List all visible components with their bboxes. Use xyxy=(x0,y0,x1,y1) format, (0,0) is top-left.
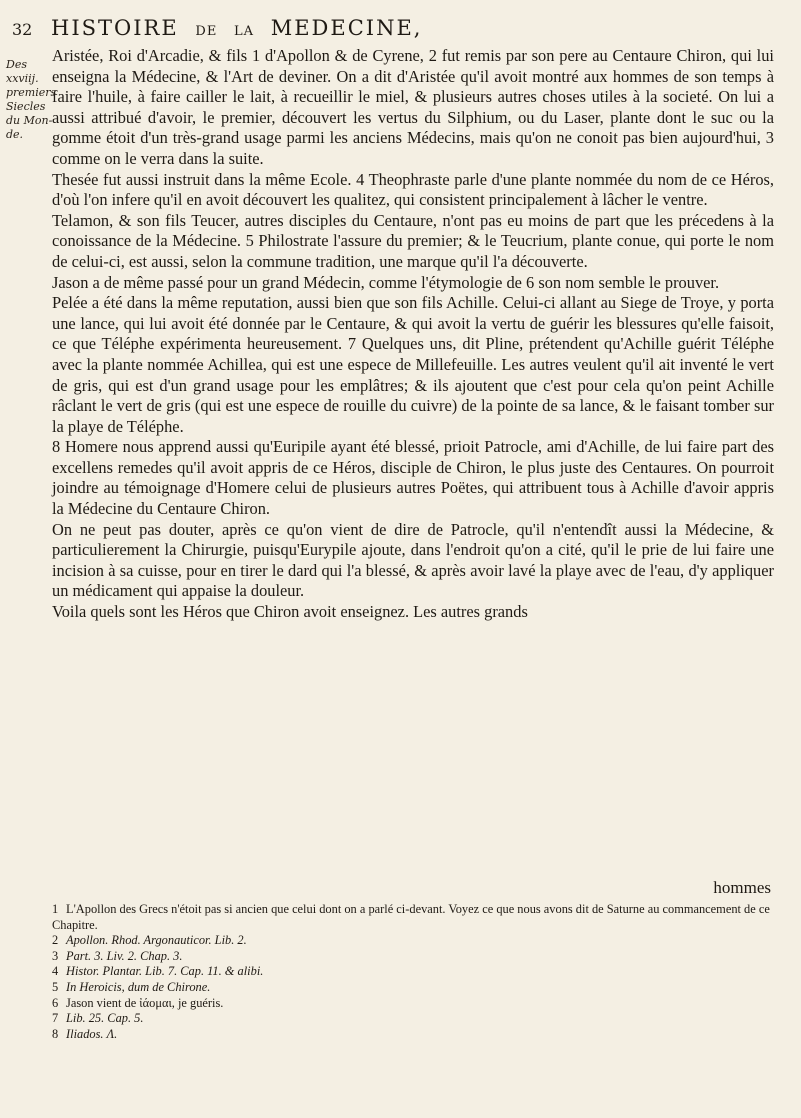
page-number: 32 xyxy=(12,20,33,39)
footnote-number: 1 xyxy=(52,902,59,916)
paragraph-telamon: Telamon, & son fils Teucer, autres disciples du Centaure, n'ont pas eu moins de part que les précedens à la conoissance de la Médecine. 5 Philostrate l'assure du premier; & le Teucrium, plante conue, qui porte le nom de celui-ci, est aussi, selon la commune tradition, une marque qu'il l'a découverte. xyxy=(52,210,774,271)
header-title-la: LA xyxy=(234,24,255,39)
margin-note-line: xxviij. xyxy=(6,72,39,85)
margin-note-line: premiers xyxy=(6,86,57,99)
footnote xyxy=(52,1011,774,1027)
footnote-text: Jason vient de ἰάομαι, je guéris. xyxy=(66,995,224,1010)
header-title-medecine: MEDECINE, xyxy=(270,16,423,40)
footnote xyxy=(52,1027,774,1043)
margin-note-line: de. xyxy=(6,128,24,141)
paragraph-voila: Voila quels sont les Héros que Chiron avoit enseignez. Les autres grands xyxy=(52,602,528,622)
footnote-number: 4 xyxy=(52,964,59,979)
paragraph-patrocle: On ne peut pas douter, après ce qu'on vient de dire de Patrocle, qu'il n'entendît aussi la Médecine, & particulierement la Chirurgie, puisqu'Eurypile ajoute, dans l'endroit qu'on a cité, qu'il le prie de lui faire une incision à sa cuisse, pour en tirer le dard qui l'a blessé, & après avoir lavé la playe avec de l'eau, d'y appliquer un médicament qui appaise la douleur. xyxy=(52,519,774,601)
footnote-text: Lib. 25. Cap. 5. xyxy=(66,1011,144,1026)
footnote xyxy=(52,964,774,980)
footnote xyxy=(52,933,774,949)
footnote xyxy=(52,980,774,996)
footnote-number: 6 xyxy=(52,995,59,1010)
main-text xyxy=(52,46,774,623)
paragraph-thesee: Thesée fut aussi instruit dans la même Ecole. 4 Theophraste parle d'une plante nommée du nom de ce Héros, d'où l'on infere qu'il en avoit découvert les qualitez, qui consistent principalement à lâcher le ventre. xyxy=(52,169,774,210)
footnote-text: In Heroicis, dum de Chirone. xyxy=(66,979,211,994)
margin-note-line: Des xyxy=(6,58,27,71)
paragraph-pelee: Pelée a été dans la même reputation, aussi bien que son fils Achille. Celui-ci allant au Siege de Troye, y porta une lance, qui lui avoit été donnée par le Centaure, & qui avoit la vertu de guérir les blessures qu'elle faisoit, ce que Téléphe expérimenta heureusement. 7 Quelques uns, dit Pline, prétendent qu'Achille guérit Téléphe avec la plante nommée Achillea, qui est une espece de Millefeuille. Les autres veulent qu'il ait inventé le vert de gris, qui est d'un grand usage pour les emplâtres; & ils ajoutent que c'est pour cela qu'on peint Achille râclant le vert de gris (qui est une espece de rouille du cuivre) de la pointe de sa lance, & le faisant tomber sur la playe de Téléphe. xyxy=(52,293,774,436)
header-title-de: DE xyxy=(195,24,218,39)
margin-note xyxy=(6,58,57,142)
footnote-number: 3 xyxy=(52,948,59,963)
footnote xyxy=(52,902,774,933)
margin-note-line: du Mon- xyxy=(6,114,53,127)
footnote-text: Part. 3. Liv. 2. Chap. 3. xyxy=(66,948,183,963)
footnote-number: 5 xyxy=(52,979,59,994)
running-header xyxy=(12,16,772,42)
footnote-text: Apollon. Rhod. Argonauticor. Lib. 2. xyxy=(66,933,247,948)
footnotes xyxy=(52,902,774,1042)
footnote xyxy=(52,949,774,965)
footnote-text: Histor. Plantar. Lib. 7. Cap. 11. & alibi. xyxy=(66,964,264,979)
margin-note-line: Siecles xyxy=(6,100,46,113)
header-title-histoire: HISTOIRE xyxy=(51,16,179,40)
footnote-number: 8 xyxy=(52,1026,59,1041)
paragraph-aristee: Aristée, Roi d'Arcadie, & fils 1 d'Apollon & de Cyrene, 2 fut remis par son pere au Centaure Chiron, qui lui enseigna la Médecine, & l'Art de deviner. On a dit d'Aristée qu'il avoit montré aux hommes de son temps à faire l'huile, à faire cailler le lait, à recueillir le miel, & plusieurs autres choses utiles à la societé. On lui a aussi attribué d'avoir, le premier, découvert les vertus du Silphium, ou du Laser, plante dont le suc ou la gomme étoit d'un très-grand usage parmi les anciens Médecins, mais qu'on ne conoit pas bien aujourd'hui, 3 comme on le verra dans la suite. xyxy=(52,46,774,168)
footnote-number: 7 xyxy=(52,1011,59,1026)
paragraph-homere: 8 Homere nous apprend aussi qu'Euripile ayant été blessé, prioit Patrocle, ami d'Achille, de lui faire part des excellens remedes qu'il avoit appris de ce Héros, disciple de Chiron, le plus juste des Centaures. On pourroit joindre au témoignage d'Homere celui de plusieurs autres Poëtes, qui attribuent tous à Achille d'avoir appris la Médecine du Centaure Chiron. xyxy=(52,437,774,519)
footnote-number: 2 xyxy=(52,933,59,948)
catchword: hommes xyxy=(713,878,771,897)
footnote xyxy=(52,996,774,1012)
footnote-text: L'Apollon des Grecs n'étoit pas si ancien que celui dont on a parlé ci-devant. Voyez ce que nous avons dit de Saturne au commancement de ce Chapitre. xyxy=(52,902,770,932)
paragraph-jason: Jason a de même passé pour un grand Médecin, comme l'étymologie de 6 son nom semble le prouver. xyxy=(52,272,720,292)
footnote-text: Iliados. Λ. xyxy=(66,1026,118,1041)
